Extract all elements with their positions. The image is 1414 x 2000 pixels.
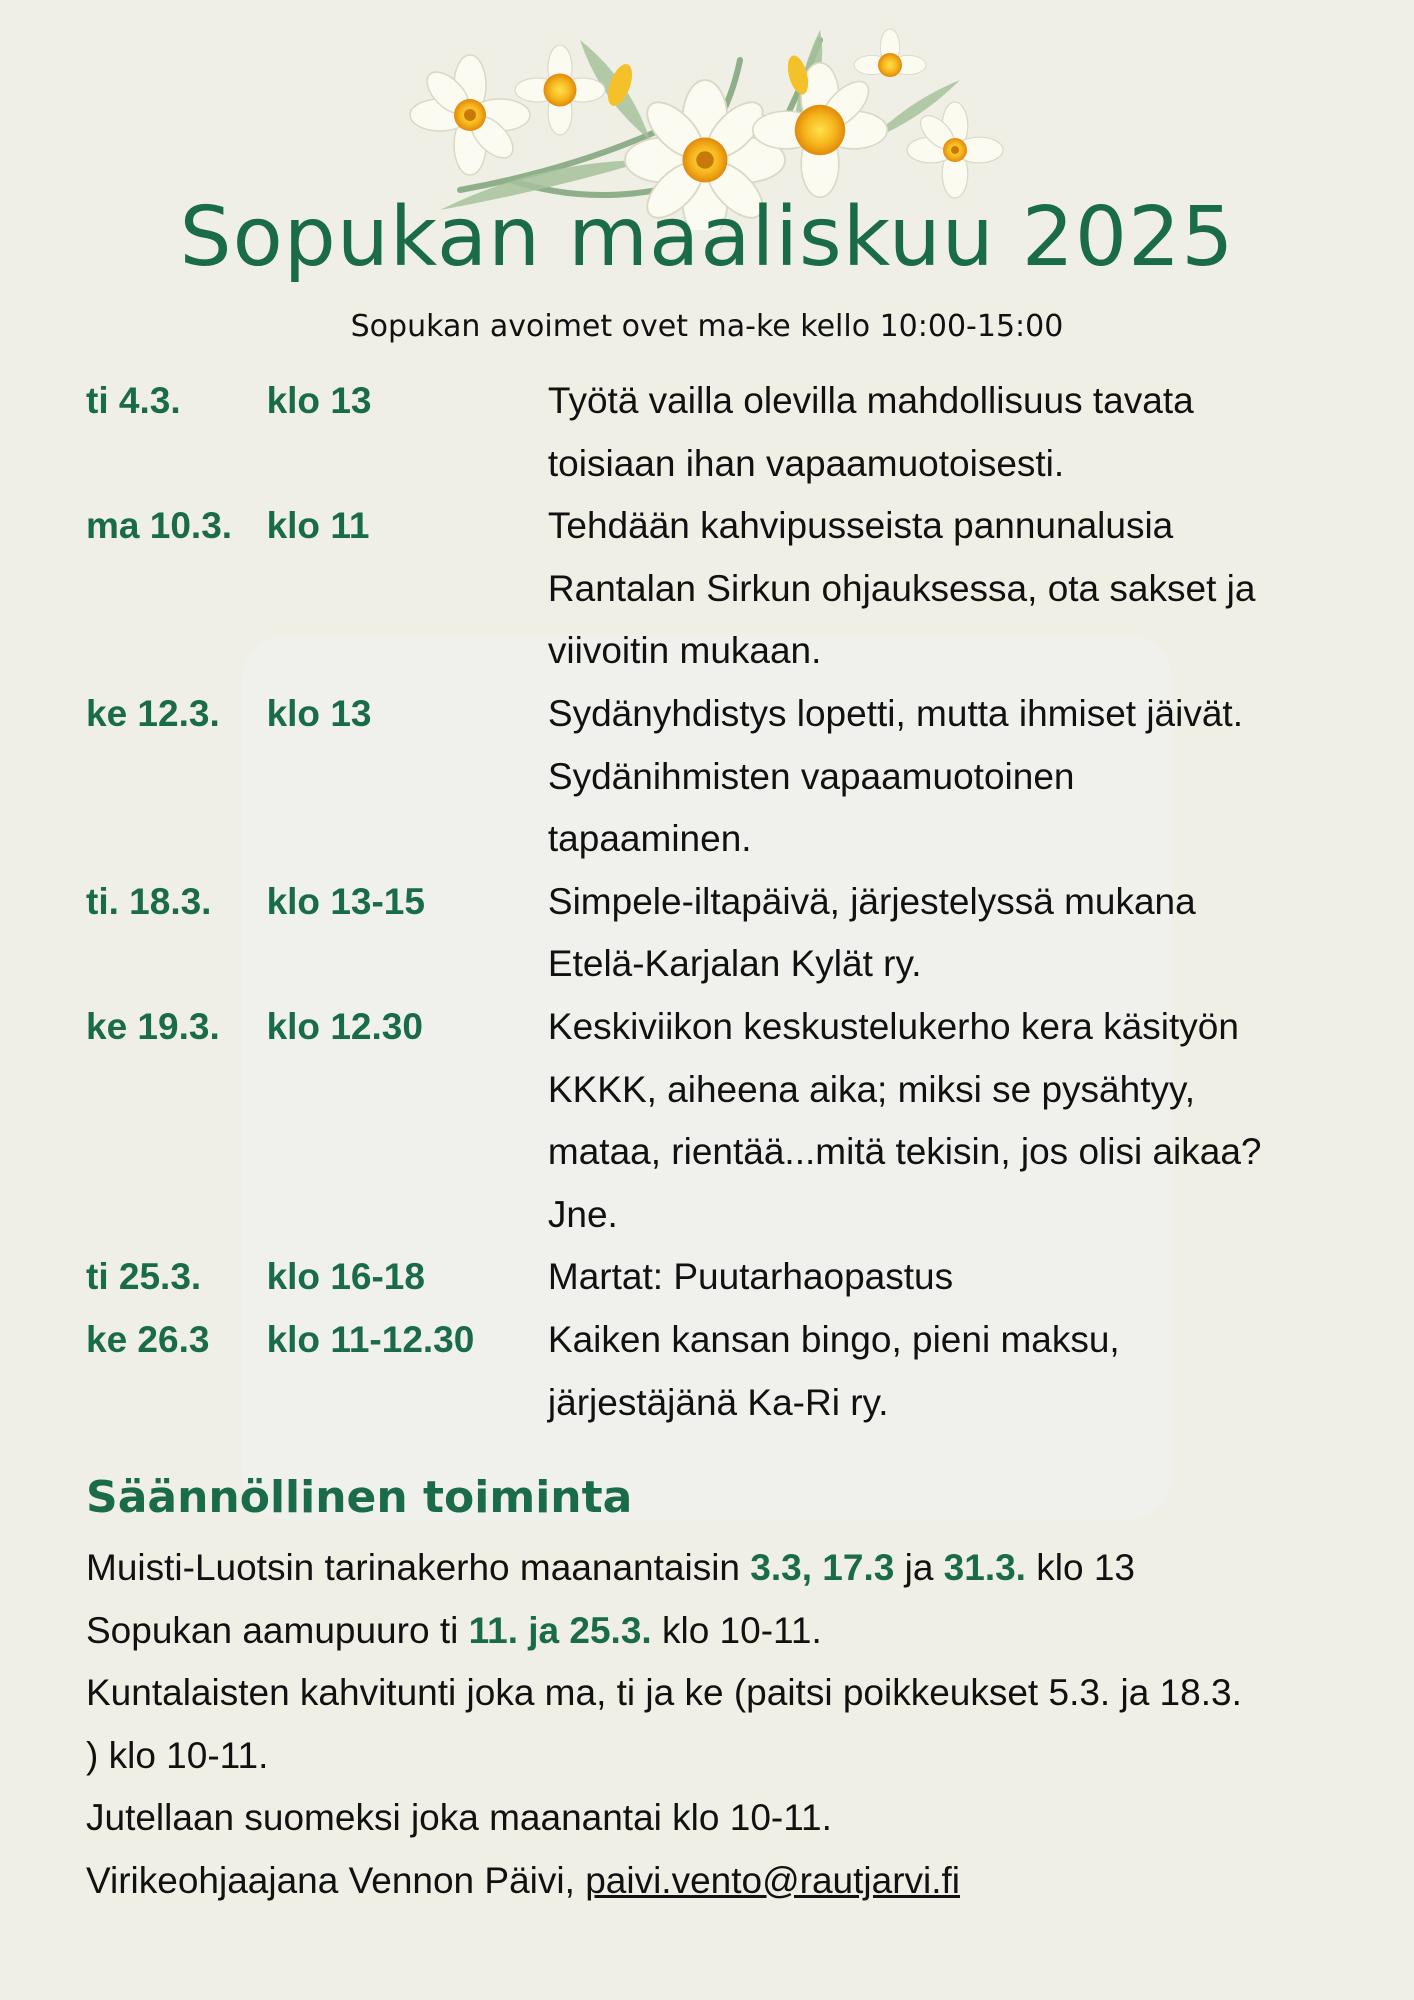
event-description-line: Sydänihmisten vapaamuotoinen <box>547 755 1075 797</box>
event-date: ma 10.3. <box>86 505 233 547</box>
event-description-line: Tehdään kahvipusseista pannunalusia <box>547 505 1174 547</box>
event-time: klo 11-12.30 <box>266 1318 475 1360</box>
regular-activities-heading: Säännöllinen toiminta <box>86 1472 633 1523</box>
event-description-line: viivoitin mukaan. <box>547 630 822 672</box>
event-description <box>548 1246 1356 1309</box>
event-description-line: Martat: Puutarhaopastus <box>547 1256 954 1298</box>
event-description <box>548 996 1356 1246</box>
event-time: klo 13-15 <box>266 880 425 922</box>
event-description-line: Rantalan Sirkun ohjauksessa, ota sakset ja <box>547 567 1256 609</box>
event-description-line: Simpele-iltapäivä, järjestelyssä mukana <box>547 880 1196 922</box>
regular-item-continued: ) klo 10-11. <box>86 1734 269 1776</box>
regular-activities-list <box>86 1537 1376 1913</box>
event-time: klo 13 <box>266 380 372 421</box>
event-description-line: toisiaan ihan vapaamuotoisesti. <box>547 442 1065 484</box>
regular-item: Jutellaan suomeksi joka maanantai klo 10-11. <box>86 1797 832 1839</box>
event-time: klo 13 <box>266 692 372 734</box>
event-date: ke 26.3 <box>86 1318 210 1360</box>
event-date: ti 4.3. <box>86 380 181 421</box>
event-description <box>548 1309 1356 1434</box>
event-description <box>548 871 1356 996</box>
event-row <box>86 996 1356 1246</box>
opening-hours-subtitle: Sopukan avoimet ovet ma-ke kello 10:00-15:00 <box>350 309 1064 344</box>
event-row <box>86 370 1356 495</box>
event-date: ke 19.3. <box>86 1005 220 1047</box>
event-description <box>548 683 1356 871</box>
event-description-line: Sydänyhdistys lopetti, mutta ihmiset jäivät. <box>547 692 1243 734</box>
event-time: klo 11 <box>266 505 370 547</box>
event-date: ke 12.3. <box>86 692 220 734</box>
event-row <box>86 1309 1356 1434</box>
event-description-line: KKKK, aiheena aika; miksi se pysähtyy, <box>547 1068 1196 1110</box>
event-description-line: Kaiken kansan bingo, pieni maksu, <box>547 1318 1120 1360</box>
event-description-line: järjestäjänä Ka-Ri ry. <box>547 1381 889 1423</box>
contact-line: Virikeohjaajana Vennon Päivi, paivi.vento@rautjarvi.fi <box>86 1859 961 1901</box>
event-time: klo 12.30 <box>266 1005 423 1047</box>
regular-item: Muisti-Luotsin tarinakerho maanantaisin 3.3, 17.3 ja 31.3. klo 13 <box>86 1547 1135 1588</box>
event-description-line: tapaaminen. <box>547 818 752 860</box>
event-description-line: mataa, rientää...mitä tekisin, jos olisi aikaa? <box>547 1131 1262 1173</box>
event-date: ti 25.3. <box>86 1256 202 1298</box>
event-description <box>548 495 1356 683</box>
email-link[interactable]: paivi.vento@rautjarvi.fi <box>585 1859 961 1901</box>
event-row <box>86 871 1356 996</box>
event-description-line: Työtä vailla olevilla mahdollisuus tavata <box>547 380 1194 421</box>
event-list <box>86 370 1356 1434</box>
event-row <box>86 683 1356 871</box>
event-description-line: Jne. <box>547 1193 618 1235</box>
event-row <box>86 1246 1356 1309</box>
event-date: ti. 18.3. <box>86 880 212 922</box>
event-description-line: Keskiviikon keskustelukerho kera käsityön <box>547 1005 1239 1047</box>
event-time: klo 16-18 <box>266 1256 425 1298</box>
regular-item: Kuntalaisten kahvitunti joka ma, ti ja ke (paitsi poikkeukset 5.3. ja 18.3. <box>86 1672 1242 1714</box>
event-description-line: Etelä-Karjalan Kylät ry. <box>547 943 922 985</box>
regular-item: Sopukan aamupuuro ti 11. ja 25.3. klo 10-11. <box>86 1609 822 1651</box>
event-row <box>86 495 1356 683</box>
page-title: Sopukan maaliskuu 2025 <box>179 190 1235 285</box>
event-description <box>548 370 1356 495</box>
